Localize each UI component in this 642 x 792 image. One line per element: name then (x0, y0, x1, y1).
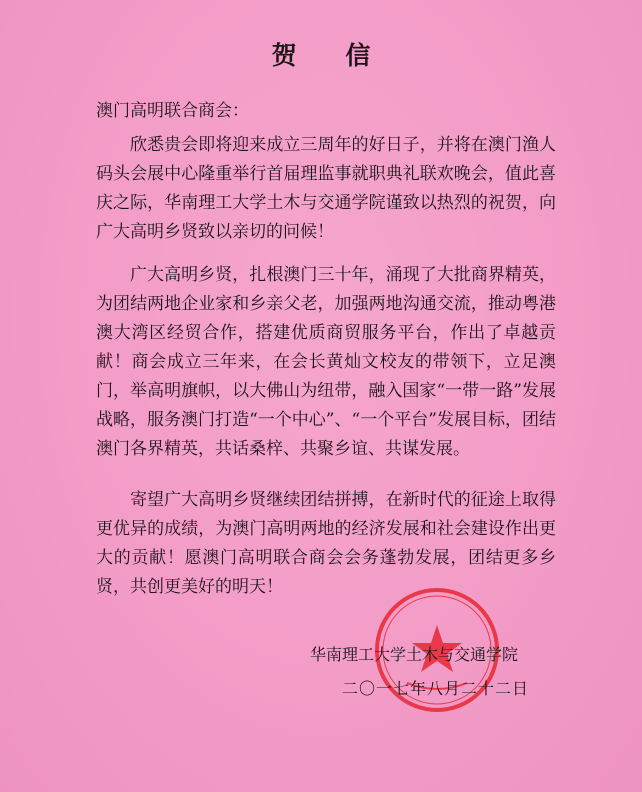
salutation: 澳门高明联合商会： (96, 101, 249, 121)
paragraph-3: 寄望广大高明乡贤继续团结拼搏，在新时代的征途上取得更优异的成绩，为澳门高明两地的经济发展和社会建设作出更大的贡献！愿澳门高明联合商会会务蓬勃发展，团结更多乡贤，共创更美好的明天！ (96, 490, 556, 597)
paragraph-1: 欣悉贵会即将迎来成立三周年的好日子，并将在澳门渔人码头会展中心隆重举行首届理监事就职典礼联欢晚会，值此喜庆之际，华南理工大学土木与交通学院谨致以热烈的祝贺，向广大高明乡贤致以亲切的问候！ (96, 135, 556, 242)
signature-organization: 华南理工大学土木与交通学院 (310, 645, 519, 664)
letter-title: 贺 信 (271, 41, 391, 70)
paragraph-2: 广大高明乡贤，扎根澳门三十年，涌现了大批商界精英，为团结两地企业家和乡亲父老，加强两地沟通交流，推动粤港澳大湾区经贸合作，搭建优质商贸服务平台，作出了卓越贡献！商会成立三年来，在会长黄灿文校友的带领下，立足澳门，举高明旗帜，以大佛山为纽带，融入国家“一带一路”发展战略，服务澳门打造“一个中心”、“一个平台”发展目标，团结澳门各界精英，共话桑梓、共聚乡谊、共谋发展。 (96, 265, 556, 459)
signature-date: 二〇一七年八月二十二日 (342, 679, 530, 698)
